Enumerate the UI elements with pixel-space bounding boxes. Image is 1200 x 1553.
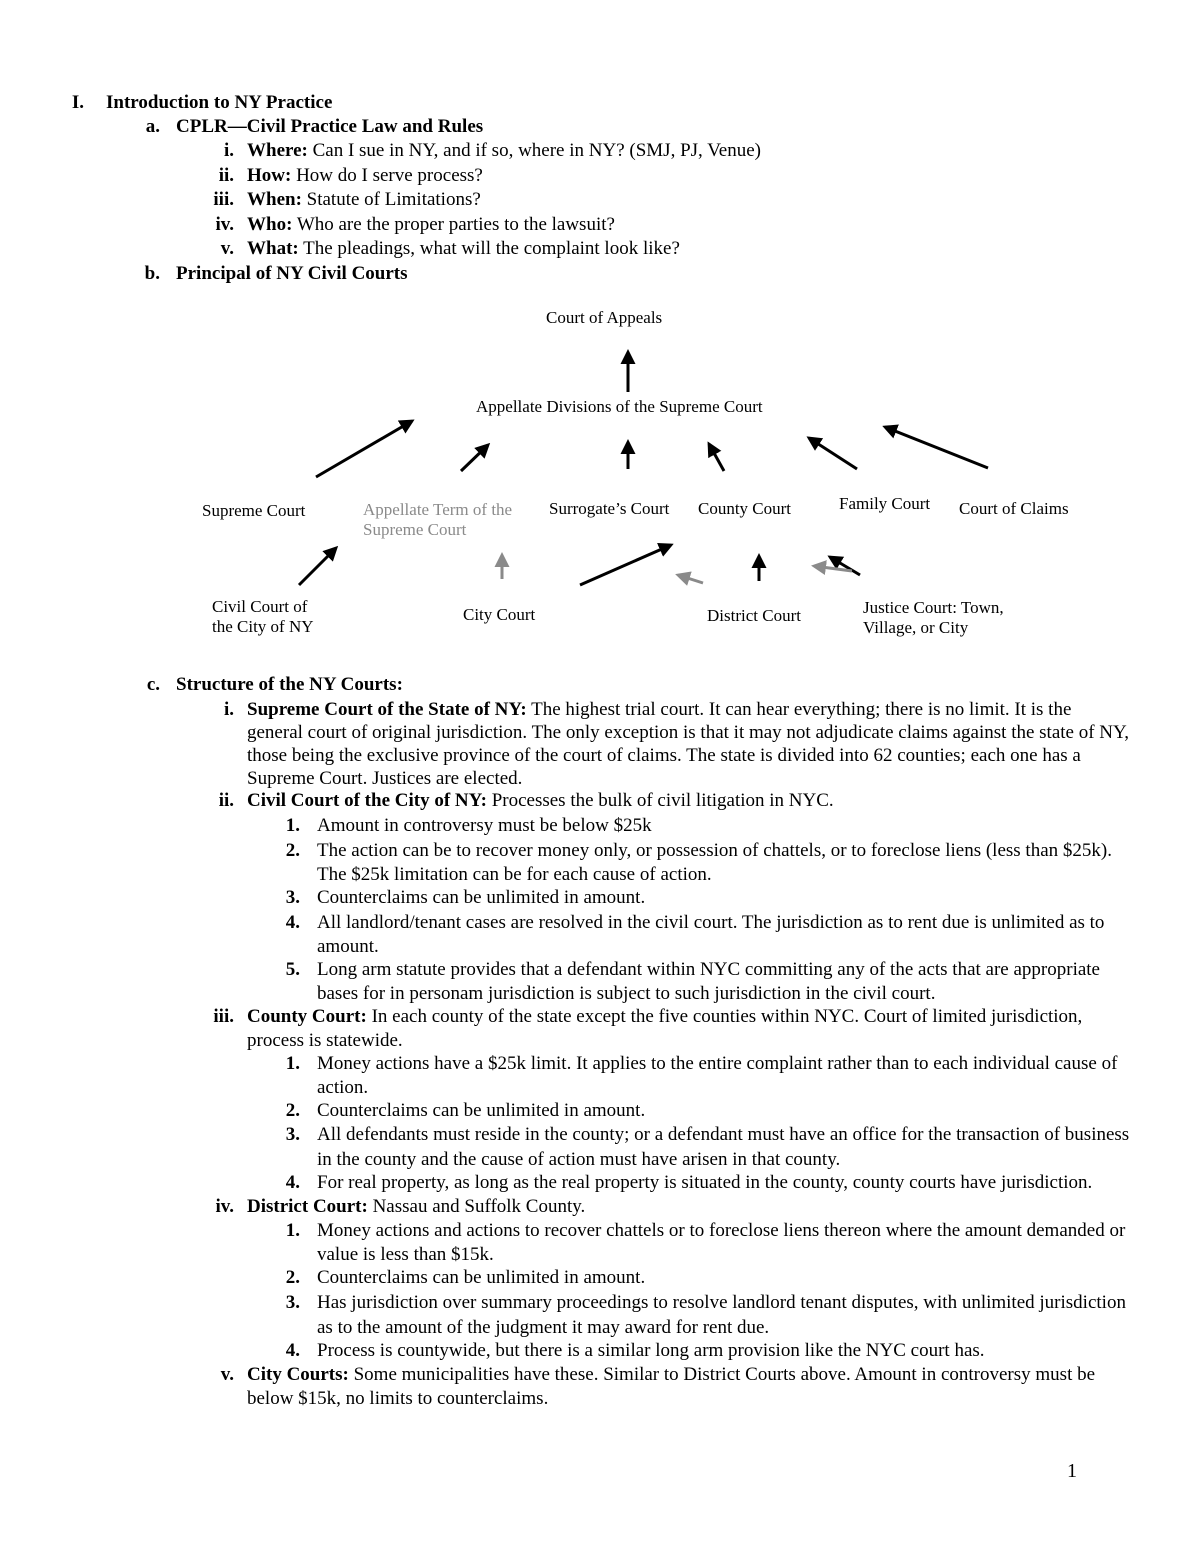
node-family-court: Family Court: [839, 494, 931, 513]
list-item: All defendants must reside in the county; or a defendant must have an office for the transaction of business: [317, 1124, 1130, 1145]
node-justice-court: [863, 598, 1004, 638]
cplr-heading: CPLR—Civil Practice Law and Rules: [176, 116, 484, 137]
section-marker: I.: [71, 92, 84, 113]
list-item: How: How do I serve process?: [247, 165, 483, 186]
arrow-county-to-appellate: [709, 444, 724, 471]
node-county-court: County Court: [698, 499, 792, 518]
list-marker: 2.: [285, 1267, 300, 1288]
list-marker: v.: [220, 238, 234, 259]
list-item: Money actions and actions to recover chattels or to foreclose liens thereon where the amount demanded or: [317, 1220, 1126, 1241]
paragraph-line: City Courts: Some municipalities have these. Similar to District Courts above. Amount in controversy must be: [247, 1364, 1096, 1385]
list-item: The $25k limitation can be for each cause of action.: [317, 864, 712, 885]
list-item: When: Statute of Limitations?: [247, 189, 481, 210]
list-item: Where: Can I sue in NY, and if so, where in NY? (SMJ, PJ, Venue): [247, 140, 762, 161]
node-appellate-divisions: Appellate Divisions of the Supreme Court: [476, 397, 763, 416]
list-marker: 3.: [285, 1124, 300, 1145]
arrow-city-to-county: [580, 545, 671, 585]
section-title: Introduction to NY Practice: [106, 92, 333, 113]
list-marker: ii.: [218, 165, 234, 186]
paragraph-line: County Court: In each county of the state except the five counties within NYC. Court of limited jurisdiction,: [247, 1006, 1083, 1027]
node-court-of-claims: Court of Claims: [959, 499, 1069, 518]
node-appellate-term-line: Appellate Term of the: [363, 500, 513, 519]
arrow-justice-to-county-black: [830, 557, 860, 575]
paragraph-line: Civil Court of the City of NY: Processes the bulk of civil litigation in NYC.: [247, 790, 834, 811]
list-item: Counterclaims can be unlimited in amount.: [317, 1100, 646, 1121]
list-marker: ii.: [218, 790, 234, 811]
list-marker: b.: [144, 263, 160, 284]
list-item: Who: Who are the proper parties to the lawsuit?: [247, 214, 615, 235]
paragraph-line: Supreme Court of the State of NY: The highest trial court. It can hear everything; there is no limit. It is the: [247, 699, 1072, 720]
list-item: amount.: [317, 936, 379, 957]
list-marker: i.: [223, 699, 234, 720]
list-marker: 1.: [285, 1220, 300, 1241]
node-civil-court-line: the City of NY: [212, 617, 314, 636]
arrow-supreme-to-appellate: [316, 421, 412, 477]
list-item: For real property, as long as the real property is situated in the county, county courts have jurisdiction.: [317, 1172, 1093, 1193]
node-surrogates-court: Surrogate’s Court: [549, 499, 670, 518]
list-marker: 1.: [285, 815, 300, 836]
list-marker: iii.: [213, 189, 234, 210]
list-marker: 2.: [285, 1100, 300, 1121]
list-marker: i.: [223, 140, 234, 161]
arrow-claims-to-appellate: [885, 427, 988, 468]
node-civil-court: [212, 597, 314, 637]
list-item: Has jurisdiction over summary proceedings to resolve landlord tenant disputes, with unlimited jurisdiction: [317, 1292, 1126, 1313]
list-marker: 2.: [285, 840, 300, 861]
list-marker: 3.: [285, 887, 300, 908]
paragraph-line: those being the exclusive province of the court of claims. The state is divided into 62 counties; each one has a: [247, 745, 1081, 766]
list-marker: a.: [145, 116, 160, 137]
principal-heading: Principal of NY Civil Courts: [176, 263, 408, 284]
node-court-of-appeals: Court of Appeals: [546, 308, 663, 327]
node-appellate-term: [363, 500, 512, 540]
list-item: value is less than $15k.: [317, 1244, 494, 1265]
paragraph-line: District Court: Nassau and Suffolk County.: [247, 1196, 586, 1217]
node-supreme-court: Supreme Court: [202, 501, 306, 520]
paragraph-line: process is statewide.: [247, 1030, 403, 1051]
list-marker: 4.: [285, 1340, 300, 1361]
list-marker: 4.: [285, 912, 300, 933]
list-marker: v.: [220, 1364, 234, 1385]
arrow-family-to-appellate: [809, 438, 857, 469]
list-marker: 4.: [285, 1172, 300, 1193]
node-city-court: City Court: [463, 605, 536, 624]
list-item: What: The pleadings, what will the complaint look like?: [247, 238, 680, 259]
arrow-district-to-appellate-term: [678, 575, 703, 583]
list-item: in the county and the cause of action must have arisen in that county.: [317, 1149, 841, 1170]
list-item: action.: [317, 1077, 369, 1098]
list-item: Counterclaims can be unlimited in amount.: [317, 1267, 646, 1288]
structure-heading: Structure of the NY Courts:: [176, 674, 403, 695]
list-item: Process is countywide, but there is a similar long arm provision like the NYC court has.: [317, 1340, 985, 1361]
node-district-court: District Court: [707, 606, 801, 625]
list-marker: 3.: [285, 1292, 300, 1313]
list-item: Amount in controversy must be below $25k: [317, 815, 652, 836]
list-item: as to the amount of the judgment it may award for rent due.: [317, 1317, 770, 1338]
node-justice-court-line: Justice Court: Town,: [863, 598, 1004, 617]
list-marker: c.: [146, 674, 160, 695]
page-number: 1: [1067, 1460, 1077, 1482]
paragraph-line: general court of original jurisdiction. The only exception is that it may not adjudicate claims against the state of NY,: [247, 722, 1130, 743]
list-marker: 1.: [285, 1053, 300, 1074]
list-item: bases for in personam jurisdiction is subject to such jurisdiction in the civil court.: [317, 983, 936, 1004]
paragraph-line: Supreme Court. Justices are elected.: [247, 768, 523, 789]
node-civil-court-line: Civil Court of: [212, 597, 308, 616]
arrow-civil-to-appellate-term: [299, 548, 336, 585]
list-item: Money actions have a $25k limit. It applies to the entire complaint rather than to each individual cause of: [317, 1053, 1118, 1074]
list-marker: iv.: [215, 1196, 234, 1217]
list-item: Long arm statute provides that a defendant within NYC committing any of the acts that are appropriate: [317, 959, 1100, 980]
list-marker: iii.: [213, 1006, 234, 1027]
paragraph-line: below $15k, no limits to counterclaims.: [247, 1388, 549, 1409]
node-appellate-term-line: Supreme Court: [363, 520, 467, 539]
arrow-appellate-term-to-appellate: [461, 445, 488, 471]
list-item: Counterclaims can be unlimited in amount.: [317, 887, 646, 908]
list-item: The action can be to recover money only, or possession of chattels, or to foreclose liens (less than $25k).: [317, 840, 1112, 861]
list-item: All landlord/tenant cases are resolved in the civil court. The jurisdiction as to rent due is unlimited as to: [317, 912, 1105, 933]
list-marker: iv.: [215, 214, 234, 235]
node-justice-court-line: Village, or City: [863, 618, 969, 637]
list-marker: 5.: [285, 959, 300, 980]
